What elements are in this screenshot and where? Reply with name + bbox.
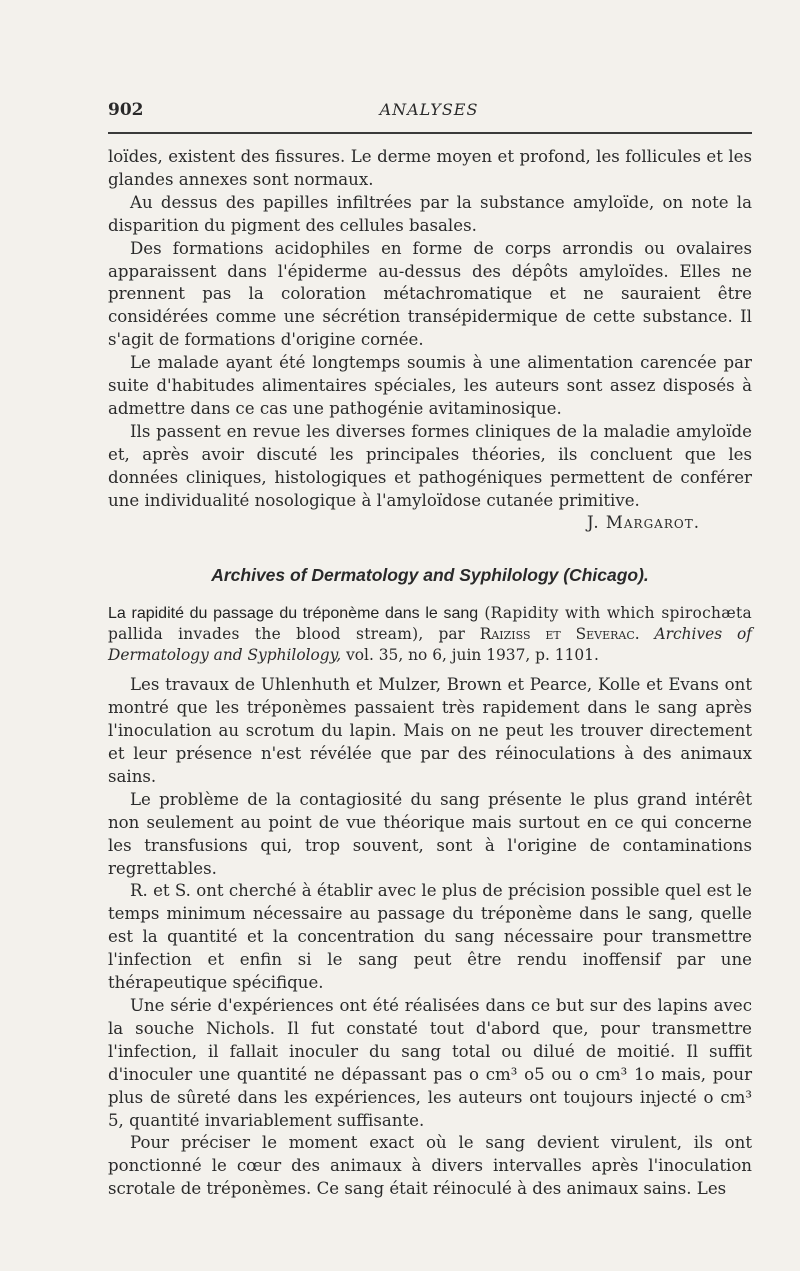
journal-heading: Archives of Dermatology and Syphilology (Chicago). xyxy=(211,565,649,586)
article-authors: Raiziss et Severac. xyxy=(479,625,640,644)
body-paragraph: R. et S. ont cherché à établir avec le plus de précision possible quel est le temps minimum nécessaire au passage du tréponème dans le sang, quelle est la quantité et la concentration du sang nécessaire pour transmettre l'infection et enfin si le sang peut être rendu inoffensif par une thérapeutique spécifique. xyxy=(108,881,752,993)
continuation-paragraph: Le malade ayant été longtemps soumis à une alimentation carencée par suite d'habitudes alimentaires spéciales, les auteurs sont assez disposés à admettre dans ce cas une pathogénie avitaminosique. xyxy=(108,353,752,418)
page-header xyxy=(108,100,750,134)
article-citation: vol. 35, no 6, juin 1937, p. 1101. xyxy=(346,646,599,665)
header-rule xyxy=(108,132,752,134)
body-paragraph: Une série d'expériences ont été réalisées dans ce but sur des lapins avec la souche Nichols. Il fut constaté tout d'abord que, pour transmettre l'infection, il fallait inoculer du sang total ou dilué de moitié. Il suffit d'inoculer une quantité ne dépassant pas o cm³ o5 ou o cm³ 1o mais, pour plus de sûreté dans les expériences, les auteurs ont toujours injecté o cm³ 5, quantité invariablement suffisante. xyxy=(108,996,752,1130)
body-paragraph: Le problème de la contagiosité du sang présente le plus grand intérêt non seulement au point de vue théorique mais surtout en ce qui concerne les transfusions qui, trop souvent, sont à l'origine de contaminations regrettables. xyxy=(108,789,752,878)
page-body xyxy=(108,146,752,1201)
continuation-paragraph: Au dessus des papilles infiltrées par la substance amyloïde, on note la disparition du pigment des cellules basales. xyxy=(108,192,752,235)
body-paragraph: Les travaux de Uhlenhuth et Mulzer, Brown et Pearce, Kolle et Evans ont montré que les tréponèmes passaient très rapidement dans le sang après l'inoculation au scrotum du lapin. Mais on ne peut les trouver directement et leur présence n'est révélée que par des réinoculations à des animaux sains. xyxy=(108,675,752,786)
body-paragraph: Pour préciser le moment exact où le sang devient virulent, ils ont ponctionné le cœur des animaux à divers intervalles après l'inoculation scrotale de tréponèmes. Ce sang était réinoculé à des animaux sains. Les xyxy=(108,1133,752,1199)
continuation-paragraph: loïdes, existent des fissures. Le derme moyen et profond, les follicules et les glandes annexes sont normaux. xyxy=(108,147,752,189)
article-journal: Archives of Dermatology and Syphilology, xyxy=(108,625,752,665)
review-signature: J. Margarot. xyxy=(586,512,700,532)
article-reference xyxy=(108,603,752,666)
article-title: La rapidité du passage du tréponème dans le sang xyxy=(108,605,479,623)
page-number: 902 xyxy=(108,100,144,120)
article-authors-prefix: par xyxy=(438,625,465,644)
running-title: ANALYSES xyxy=(379,100,479,119)
continuation-paragraph: Ils passent en revue les diverses formes cliniques de la maladie amyloïde et, après avoir discuté les principales théories, ils concluent que les données cliniques, histologiques et pathogéniques permettent de conférer une individualité nosologique à l'amyloïdose cutanée primitive. xyxy=(108,421,752,510)
continuation-paragraph: Des formations acidophiles en forme de corps arrondis ou ovalaires apparaissent dans l'épiderme au-dessus des dépôts amyloïdes. Elles ne prennent pas la coloration métachromatique et ne sauraient être considérées comme une sécrétion transépidermique de cette substance. Il s'agit de formations d'origine cornée. xyxy=(108,238,752,350)
article-english-title: (Rapidity with which spirochæta pallida invades the blood stream), xyxy=(108,604,752,644)
